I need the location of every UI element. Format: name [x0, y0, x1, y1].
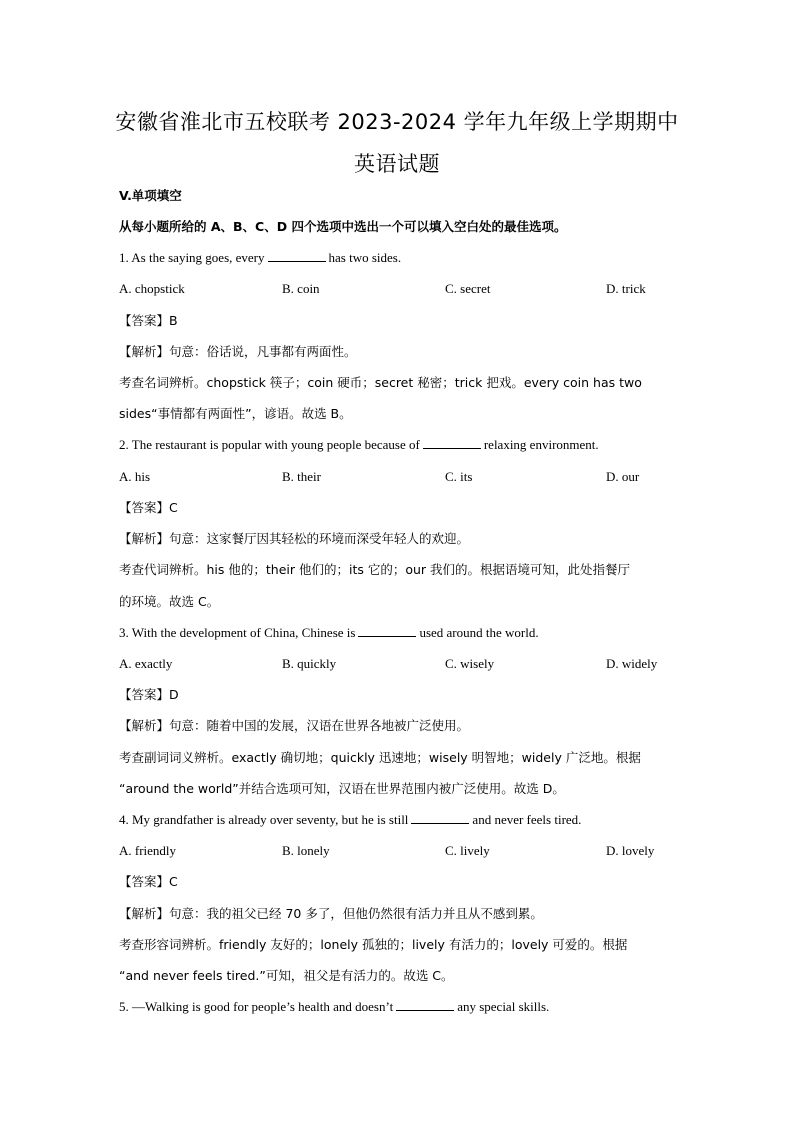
analysis-line: 【解析】句意：这家餐厅因其轻松的环境而深受年轻人的欢迎。	[119, 531, 470, 546]
analysis-line: 考查副词词义辨析。exactly 确切地；quickly 迅速地；wisely 明智地；widely 广泛地。根据	[119, 750, 641, 765]
answer-blank	[396, 999, 454, 1011]
option-c: C. its	[445, 469, 473, 484]
option-d: D. trick	[606, 281, 646, 296]
answer-blank	[411, 812, 469, 824]
option-d: D. our	[606, 469, 640, 484]
answer-line: 【答案】C	[119, 874, 178, 889]
question-stem: 1. As the saying goes, every has two sides.	[119, 250, 402, 265]
answer-blank	[423, 437, 481, 449]
answer-line: 【答案】C	[119, 500, 178, 515]
section-heading: V.单项填空	[119, 188, 182, 203]
analysis-line: 考查代词辨析。his 他的；their 他们的；its 它的；our 我们的。根据语境可知，此处指餐厅	[119, 562, 631, 577]
question-stem: 4. My grandfather is already over seventy, but he is still and never feels tired.	[119, 812, 582, 827]
option-d: D. widely	[606, 656, 658, 671]
question-stem: 2. The restaurant is popular with young people because of relaxing environment.	[119, 437, 599, 452]
question-stem: 5. —Walking is good for people’s health and doesn’t any special skills.	[119, 999, 550, 1014]
analysis-line: “around the world”并结合选项可知，汉语在世界范围内被广泛使用。故选 D。	[119, 781, 565, 796]
instruction-text: 从每小题所给的 A、B、C、D 四个选项中选出一个可以填入空白处的最佳选项。	[119, 219, 567, 234]
analysis-line: 【解析】句意：俗话说，凡事都有两面性。	[119, 344, 357, 359]
analysis-line: sides“事情都有两面性”，谚语。故选 B。	[119, 406, 352, 421]
option-a: A. his	[119, 469, 151, 484]
question-options	[119, 656, 679, 672]
question-options	[119, 843, 679, 859]
option-a: A. exactly	[119, 656, 173, 671]
option-a: A. chopstick	[119, 281, 185, 296]
answer-line: 【答案】B	[119, 313, 178, 328]
option-c: C. secret	[445, 281, 491, 296]
answer-blank	[268, 250, 326, 262]
option-c: C. lively	[445, 843, 490, 858]
analysis-line: 考查名词辨析。chopstick 筷子；coin 硬币；secret 秘密；trick 把戏。every coin has two	[119, 375, 642, 390]
analysis-line: 【解析】句意：我的祖父已经 70 多了，但他仍然很有活力并且从不感到累。	[119, 906, 543, 921]
option-a: A. friendly	[119, 843, 177, 858]
option-c: C. wisely	[445, 656, 495, 671]
analysis-line: 的环境。故选 C。	[119, 594, 220, 609]
analysis-line: “and never feels tired.”可知，祖父是有活力的。故选 C。	[119, 968, 454, 983]
option-b: B. quickly	[282, 656, 337, 671]
option-b: B. coin	[282, 281, 320, 296]
analysis-line: 考查形容词辨析。friendly 友好的；lonely 孤独的；lively 有活力的；lovely 可爱的。根据	[119, 937, 628, 952]
question-options	[119, 469, 679, 485]
question-options	[119, 281, 679, 297]
option-d: D. lovely	[606, 843, 655, 858]
answer-line: 【答案】D	[119, 687, 179, 702]
option-b: B. their	[282, 469, 321, 484]
doc-title-line2: 英语试题	[354, 152, 440, 176]
answer-blank	[358, 625, 416, 637]
doc-title-line1: 安徽省淮北市五校联考 2023-2024 学年九年级上学期期中	[115, 110, 679, 134]
question-stem: 3. With the development of China, Chinese is used around the world.	[119, 625, 539, 640]
option-b: B. lonely	[282, 843, 330, 858]
analysis-line: 【解析】句意：随着中国的发展，汉语在世界各地被广泛使用。	[119, 718, 470, 733]
